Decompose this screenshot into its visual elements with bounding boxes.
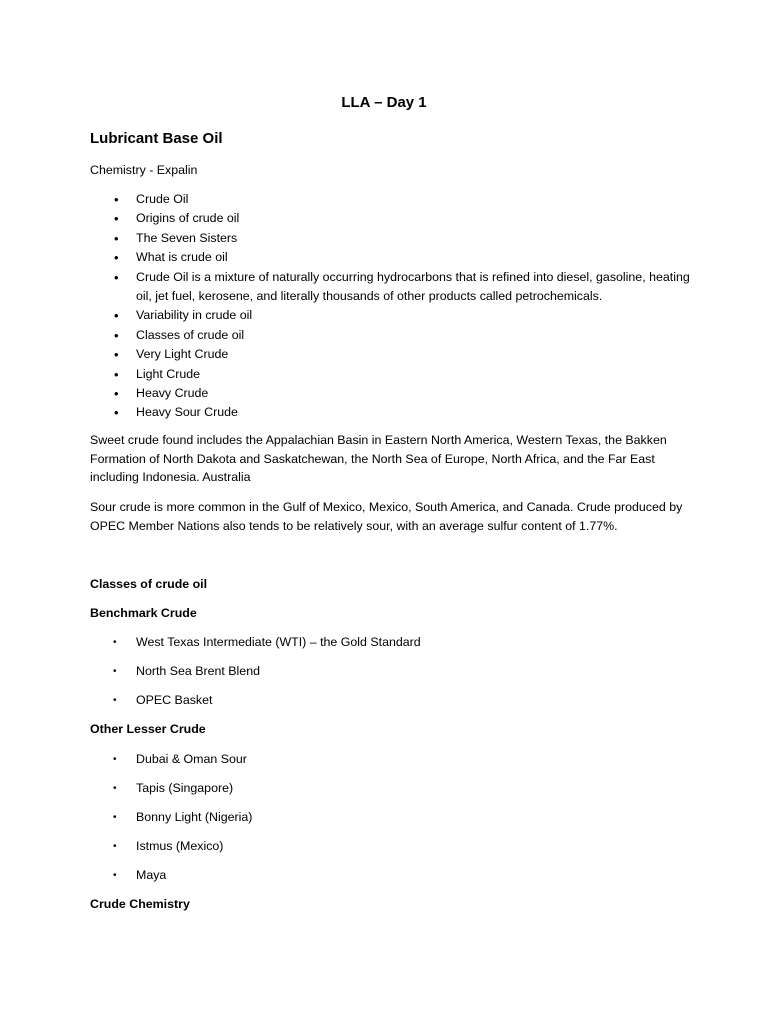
list-item: • Bonny Light (Nigeria) xyxy=(90,808,252,837)
lesser-crude-list xyxy=(90,750,252,895)
list-item: • Tapis (Singapore) xyxy=(90,779,252,808)
heading-crude-chemistry: Crude Chemistry xyxy=(90,897,190,911)
crude-oil-topic-list xyxy=(90,190,690,423)
bullet-icon: • xyxy=(114,192,119,207)
list-item: • Crude Oil xyxy=(90,190,690,209)
benchmark-crude-list xyxy=(90,633,421,720)
bullet-icon: • xyxy=(114,269,119,285)
bullet-icon: • xyxy=(114,211,119,227)
list-item: • Dubai & Oman Sour xyxy=(90,750,252,779)
bullet-icon: • xyxy=(114,366,119,382)
bullet-icon: • xyxy=(113,870,117,881)
list-item: • Maya xyxy=(90,866,252,895)
bullet-icon: • xyxy=(114,308,119,324)
heading-classes-of-crude-oil: Classes of crude oil xyxy=(90,577,208,591)
list-item: • Classes of crude oil xyxy=(90,326,690,345)
bullet-icon: • xyxy=(114,327,119,343)
bullet-icon: • xyxy=(114,347,119,363)
paragraph-sour-crude: Sour crude is more common in the Gulf of Mexico, Mexico, South America, and Canada. Crude produced by OPEC Member Nations also tends to be relatively sour, with an average sulfur content of 1.77%. xyxy=(90,500,683,533)
bullet-icon: • xyxy=(114,386,119,402)
list-item: • Variability in crude oil xyxy=(90,306,690,325)
heading-benchmark-crude: Benchmark Crude xyxy=(90,606,197,620)
list-item: • Origins of crude oil xyxy=(90,209,690,228)
list-item: • Heavy Sour Crude xyxy=(90,403,690,422)
list-item: • West Texas Intermediate (WTI) – the Gold Standard xyxy=(90,633,421,662)
section-heading-lubricant-base-oil: Lubricant Base Oil xyxy=(90,130,223,147)
bullet-icon: • xyxy=(113,666,117,677)
bullet-icon: • xyxy=(113,812,117,823)
list-item: • Heavy Crude xyxy=(90,384,690,403)
bullet-icon: • xyxy=(114,250,119,266)
list-item: • Very Light Crude xyxy=(90,345,690,364)
bullet-icon: • xyxy=(113,783,117,794)
document-title: LLA – Day 1 xyxy=(341,94,427,111)
list-item: • What is crude oil xyxy=(90,248,690,267)
bullet-icon: • xyxy=(113,695,117,706)
subtitle-chemistry: Chemistry - Expalin xyxy=(90,163,198,177)
bullet-icon: • xyxy=(114,230,119,246)
bullet-icon: • xyxy=(113,754,117,765)
list-item: • Light Crude xyxy=(90,365,690,384)
bullet-icon: • xyxy=(113,841,117,852)
list-item: • The Seven Sisters xyxy=(90,229,690,248)
list-item: • Crude Oil is a mixture of naturally occurring hydrocarbons that is refined into diesel, gasoline, heating oil, jet fuel, kerosene, and literally thousands of other products called petrochemicals. xyxy=(114,269,690,304)
bullet-icon: • xyxy=(114,405,119,421)
list-item: • Istmus (Mexico) xyxy=(90,837,252,866)
bullet-icon: • xyxy=(113,637,117,648)
list-item: • OPEC Basket xyxy=(90,691,421,720)
heading-other-lesser-crude: Other Lesser Crude xyxy=(90,722,206,736)
list-item: • North Sea Brent Blend xyxy=(90,662,421,691)
paragraph-sweet-crude: Sweet crude found includes the Appalachian Basin in Eastern North America, Western Texas, the Bakken Formation of North Dakota and Saskatchewan, the North Sea of Europe, North Africa, and the Far East including Indonesia. Australia xyxy=(90,433,667,484)
